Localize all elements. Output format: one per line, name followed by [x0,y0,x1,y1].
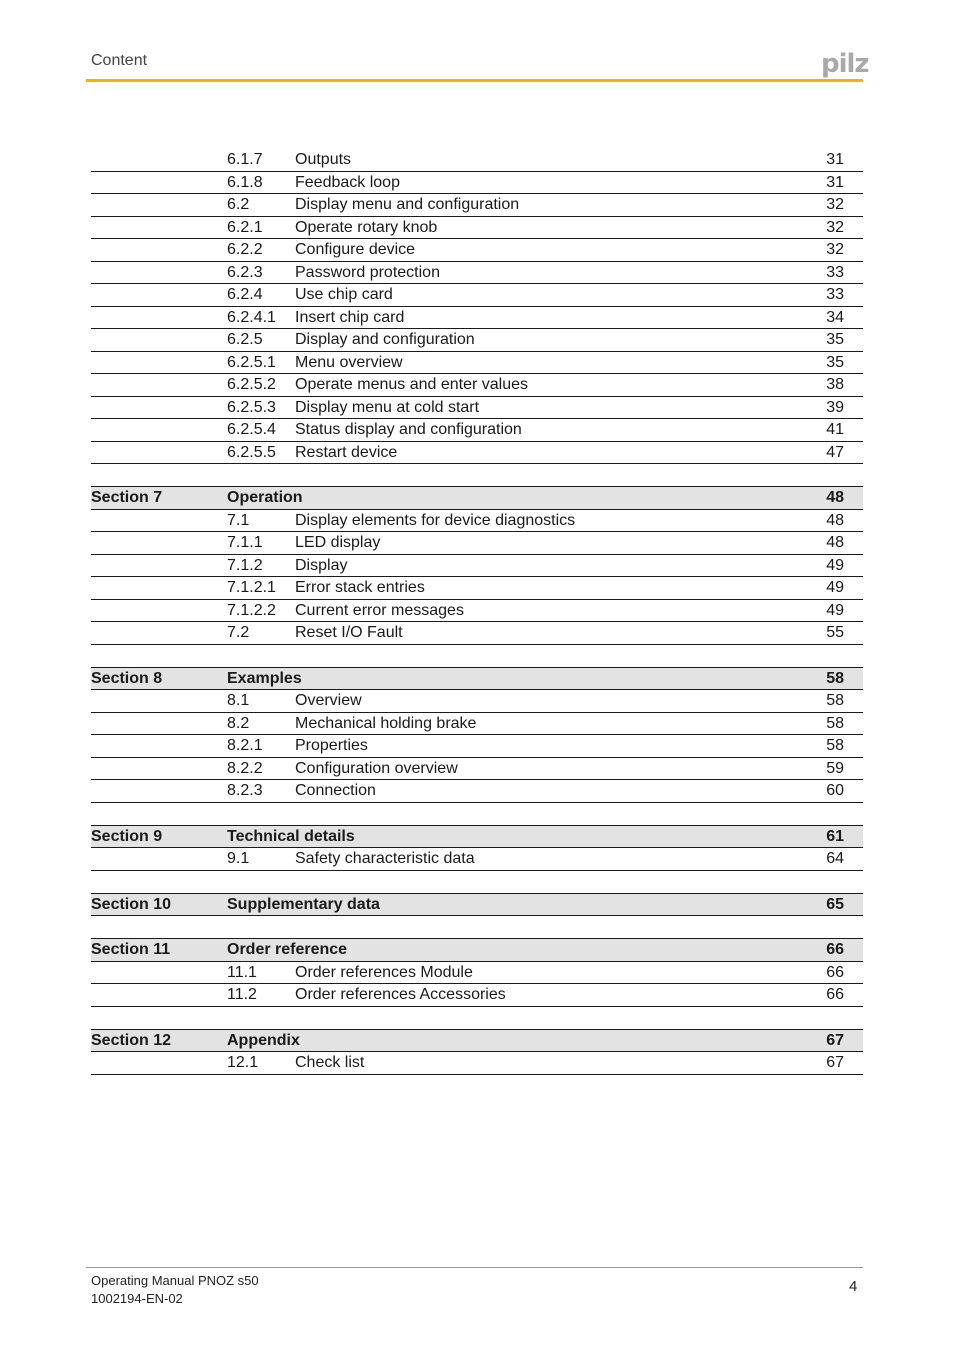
toc-page-number: 32 [826,196,844,213]
toc-entry-number: 6.2.5 [227,331,263,348]
toc-entry-number: 7.1 [227,511,250,529]
toc-entry-row [91,622,863,645]
toc-page-number: 48 [826,489,844,506]
toc-entry-title: Status display and configuration [295,421,522,438]
footer-page-number: 4 [849,1278,858,1295]
footer-divider [86,1267,863,1268]
toc-entry-number: 11.1 [227,963,257,981]
toc-page-number: 64 [826,850,844,867]
toc-entry-title: Safety characteristic data [295,850,475,867]
toc-section-label: Section 7 [91,489,163,506]
toc-entry-row [91,1052,863,1075]
toc-entry-row [91,284,863,307]
toc-entry-row [91,735,863,758]
toc-entry-title: Menu overview [295,353,403,371]
toc-entry-title: LED display [295,534,381,551]
toc-page-number: 48 [826,534,844,551]
toc-entry-row [91,307,863,330]
toc-entry-row [91,374,863,397]
toc-entry-number: 6.2.1 [227,218,263,236]
toc-entry-title: Configuration overview [295,759,458,777]
toc-page-number: 66 [826,941,844,958]
toc-entry-row [91,713,863,736]
toc-entry-row [91,690,863,713]
toc-entry-number: 6.1.8 [227,173,263,191]
toc-section-label: Section 9 [91,827,163,845]
toc-page-number: 35 [826,353,844,371]
toc-entry-number: 11.2 [227,986,257,1003]
toc-section-title: Examples [227,669,302,687]
toc-entry-title: Display elements for device diagnostics [295,511,576,529]
toc-entry-row [91,600,863,623]
toc-entry-number: 6.2.4 [227,286,263,303]
toc-page-number: 39 [826,398,844,416]
toc-entry-title: Insert chip card [295,308,405,326]
toc-section-row [91,825,863,849]
page-header-title: Content [91,52,148,69]
toc-section-label: Section 10 [91,895,172,913]
toc-entry-number: 6.2.3 [227,263,263,281]
toc-entry-row [91,780,863,803]
toc-entry-title: Check list [295,1054,365,1071]
toc-page-number: 31 [826,173,844,191]
toc-entry-number: 7.2 [227,624,250,641]
toc-entry-title: Restart device [295,443,398,461]
toc-entry-row [91,442,863,465]
toc-entry-number: 7.1.2.1 [227,579,276,596]
toc-entry-row [91,397,863,420]
toc-entry-number: 8.2.1 [227,737,263,754]
toc-page-number: 66 [826,963,844,981]
toc-entry-title: Outputs [295,151,352,168]
toc-page-number: 47 [826,443,844,461]
toc-section-row [91,667,863,691]
toc-section-row [91,1029,863,1053]
toc-entry-number: 6.2.4.1 [227,308,276,326]
toc-entry-row [91,329,863,352]
toc-page-number: 49 [826,579,844,596]
toc-entry-title: Display menu at cold start [295,398,480,416]
footer-document-number: 1002194-EN-02 [91,1291,183,1306]
footer-manual-title: Operating Manual PNOZ s50 [91,1273,259,1288]
toc-page-number: 32 [826,241,844,258]
toc-entry-title: Configure device [295,241,416,258]
toc-section-label: Section 8 [91,669,163,687]
toc-entry-title: Display menu and configuration [295,196,520,213]
toc-section-label: Section 11 [91,941,171,958]
toc-entry-title: Display [295,556,348,574]
toc-page-number: 59 [826,759,844,777]
toc-page-number: 58 [826,714,844,732]
toc-entry-row [91,239,863,262]
header-divider [86,79,863,82]
toc-page-number: 67 [826,1031,844,1049]
toc-entry-number: 12.1 [227,1054,259,1071]
toc-entry-row [91,510,863,533]
toc-entry-title: Connection [295,782,376,799]
toc-entry-number: 6.2.5.5 [227,443,276,461]
toc-entry-title: Overview [295,692,362,709]
toc-entry-title: Feedback loop [295,173,400,191]
toc-page-number: 33 [826,286,844,303]
toc-entry-number: 7.1.2 [227,556,263,574]
toc-page-number: 38 [826,376,844,393]
toc-entry-number: 7.1.1 [227,534,263,551]
toc-entry-number: 8.2 [227,714,250,732]
toc-section-title: Appendix [227,1031,300,1049]
toc-entry-title: Order references Module [295,963,473,981]
pilz-logo: pilz [821,49,869,79]
toc-entry-title: Operate menus and enter values [295,376,529,393]
toc-entry-row [91,352,863,375]
toc-page-number: 58 [826,737,844,754]
toc-section-title: Supplementary data [227,895,380,913]
toc-entry-title: Display and configuration [295,331,475,348]
toc-entry-title: Password protection [295,263,440,281]
toc-section-row [91,486,863,510]
toc-page-number: 58 [826,669,844,687]
toc-entry-row [91,262,863,285]
toc-entry-row [91,758,863,781]
toc-entry-title: Properties [295,737,368,754]
toc-entry-number: 6.2.5.4 [227,421,276,438]
toc-entry-number: 6.2.5.3 [227,398,276,416]
toc-section-title: Order reference [227,941,348,958]
toc-section-label: Section 12 [91,1031,172,1049]
toc-page-number: 65 [826,895,844,913]
toc-page-number: 35 [826,331,844,348]
toc-entry-row [91,962,863,985]
toc-page-number: 55 [826,624,844,641]
toc-entry-number: 6.1.7 [227,151,263,168]
toc-page-number: 49 [826,556,844,574]
toc-entry-title: Use chip card [295,286,393,303]
toc-page-number: 60 [826,782,844,799]
toc-entry-number: 8.1 [227,692,250,709]
toc-entry-number: 9.1 [227,850,250,867]
toc-entry-title: Order references Accessories [295,986,506,1003]
toc-entry-title: Operate rotary knob [295,218,438,236]
toc-entry-number: 6.2 [227,196,250,213]
toc-entry-row [91,577,863,600]
toc-page-number: 31 [826,151,844,168]
toc-page-number: 33 [826,263,844,281]
toc-entry-number: 6.2.5.1 [227,353,276,371]
toc-entry-row [91,984,863,1007]
toc-page-number: 48 [826,511,844,529]
toc-entry-title: Reset I/O Fault [295,624,403,641]
toc-entry-number: 6.2.5.2 [227,376,276,393]
toc-page-number: 32 [826,218,844,236]
toc-section-title: Operation [227,489,303,506]
toc-page-number: 49 [826,601,844,619]
toc-entry-row [91,172,863,195]
table-of-contents [91,149,863,1075]
toc-page-number: 67 [826,1054,844,1071]
toc-page-number: 66 [826,986,844,1003]
toc-entry-row [91,217,863,240]
toc-entry-number: 6.2.2 [227,241,263,258]
toc-entry-row [91,419,863,442]
toc-page-number: 58 [826,692,844,709]
toc-entry-row [91,149,863,172]
toc-entry-title: Error stack entries [295,579,425,596]
toc-entry-number: 8.2.2 [227,759,263,777]
toc-page-number: 41 [826,421,844,438]
toc-section-title: Technical details [227,827,355,845]
toc-entry-row [91,194,863,217]
toc-section-row [91,938,863,962]
toc-page-number: 61 [826,827,844,845]
toc-entry-row [91,532,863,555]
toc-entry-row [91,555,863,578]
toc-entry-number: 7.1.2.2 [227,601,276,619]
toc-section-row [91,893,863,917]
toc-entry-title: Mechanical holding brake [295,714,477,732]
toc-entry-number: 8.2.3 [227,782,263,799]
toc-entry-title: Current error messages [295,601,464,619]
toc-entry-row [91,848,863,871]
toc-page-number: 34 [826,308,844,326]
